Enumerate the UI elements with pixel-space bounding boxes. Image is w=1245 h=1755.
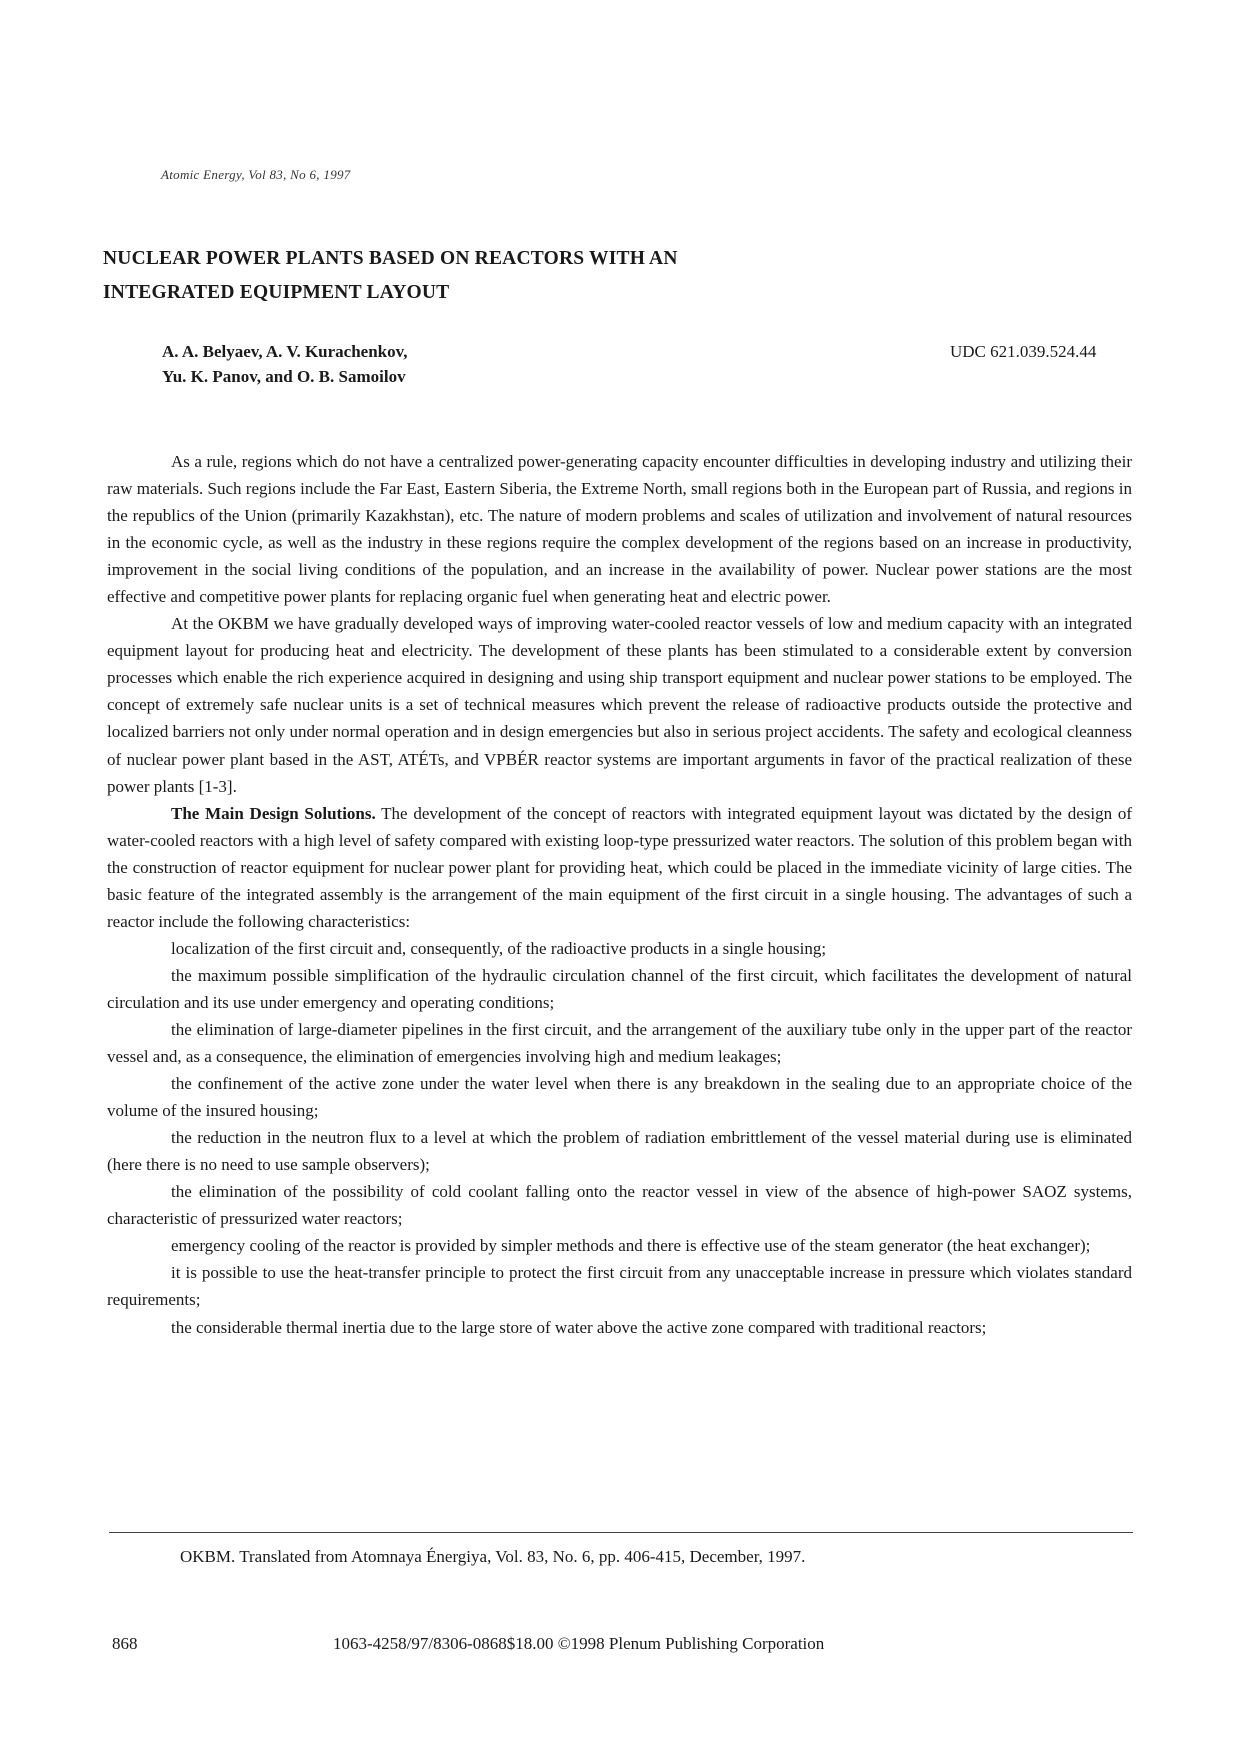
- list-item: localization of the first circuit and, consequently, of the radioactive products in a single housing;: [171, 938, 827, 958]
- list-item: emergency cooling of the reactor is provided by simpler methods and there is effective use of the steam generator (the heat exchanger);: [171, 1236, 1091, 1256]
- paragraph: [107, 800, 1132, 935]
- section-heading: The Main Design Solutions.: [171, 803, 376, 823]
- list-item: the maximum possible simplification of the hydraulic circulation channel of the first circuit, which facilitates the development of natural circulation and its use under emergency and operating conditions;: [107, 965, 1132, 1012]
- paragraph: At the OKBM we have gradually developed ways of improving water-cooled reactor vessels of low and medium capacity with an integrated equipment layout for producing heat and electricity. The development of these plants has been stimulated to a considerable extent by conversion processes which enable the rich experience acquired in designing and using ship transport equipment and nuclear power stations to be employed. The concept of extremely safe nuclear units is a set of technical measures which prevent the release of radioactive products outside the protective and localized barriers not only under normal operation and in design emergencies but also in serious project accidents. The safety and ecological cleanness of nuclear power plant based in the AST, ATÉTs, and VPBÉR reactor systems are important arguments in favor of the practical realization of these power plants [1-3].: [107, 614, 1132, 796]
- udc-code: UDC 621.039.524.44: [950, 342, 1097, 361]
- list-item: the considerable thermal inertia due to the large store of water above the active zone compared with traditional reactors;: [171, 1317, 987, 1337]
- article-body: [107, 448, 1132, 1341]
- paragraph: As a rule, regions which do not have a centralized power-generating capacity encounter difficulties in developing industry and utilizing their raw materials. Such regions include the Far East, Eastern Siberia, the Extreme North, small regions both in the European part of Russia, and regions in the republics of the Union (primarily Kazakhstan), etc. The nature of modern problems and scales of utilization and involvement of natural resources in the economic cycle, as well as the industry in these regions require the complex development of the regions based on an increase in productivity, improvement in the social living conditions of the population, and an increase in the availability of power. Nuclear power stations are the most effective and competitive power plants for replacing organic fuel when generating heat and electric power.: [107, 452, 1132, 607]
- journal-citation: Atomic Energy, Vol 83, No 6, 1997: [161, 167, 351, 182]
- title-line-1: NUCLEAR POWER PLANTS BASED ON REACTORS WITH AN: [103, 248, 678, 269]
- authors-line-2: Yu. K. Panov, and O. B. Samoilov: [162, 367, 406, 386]
- list-item: the reduction in the neutron flux to a level at which the problem of radiation embrittlement of the vessel material during use is eliminated (here there is no need to use sample observers);: [107, 1128, 1132, 1175]
- paragraph-text: The development of the concept of reactors with integrated equipment layout was dictated by the design of water-cooled reactors with a high level of safety compared with existing loop-type pressurized water reactors. The solution of this problem began with the construction of reactor equipment for nuclear power plant for providing heat, which could be placed in the immediate vicinity of large cities. The basic feature of the integrated assembly is the arrangement of the main equipment of the first circuit in a single housing. The advantages of such a reactor include the following characteristics:: [107, 803, 1132, 931]
- list-item: the elimination of the possibility of cold coolant falling onto the reactor vessel in view of the absence of high-power SAOZ systems, characteristic of pressurized water reactors;: [107, 1182, 1132, 1229]
- list-item: it is possible to use the heat-transfer principle to protect the first circuit from any unacceptable increase in pressure which violates standard requirements;: [107, 1263, 1132, 1310]
- page-number: 868: [112, 1634, 138, 1653]
- footnote-divider: [109, 1532, 1133, 1533]
- copyright-line: 1063-4258/97/8306-0868$18.00 ©1998 Plenum Publishing Corporation: [333, 1634, 825, 1653]
- article-title: [103, 242, 1003, 310]
- footnote: OKBM. Translated from Atomnaya Énergiya, Vol. 83, No. 6, pp. 406-415, December, 1997.: [180, 1547, 806, 1566]
- authors-line-1: A. A. Belyaev, A. V. Kurachenkov,: [162, 342, 408, 361]
- author-list: [162, 339, 407, 389]
- list-item: the confinement of the active zone under the water level when there is any breakdown in the sealing due to an appropriate choice of the volume of the insured housing;: [107, 1074, 1132, 1121]
- title-line-2: INTEGRATED EQUIPMENT LAYOUT: [103, 282, 450, 303]
- list-item: the elimination of large-diameter pipelines in the first circuit, and the arrangement of the auxiliary tube only in the upper part of the reactor vessel and, as a consequence, the elimination of emergencies involving high and medium leakages;: [107, 1019, 1132, 1067]
